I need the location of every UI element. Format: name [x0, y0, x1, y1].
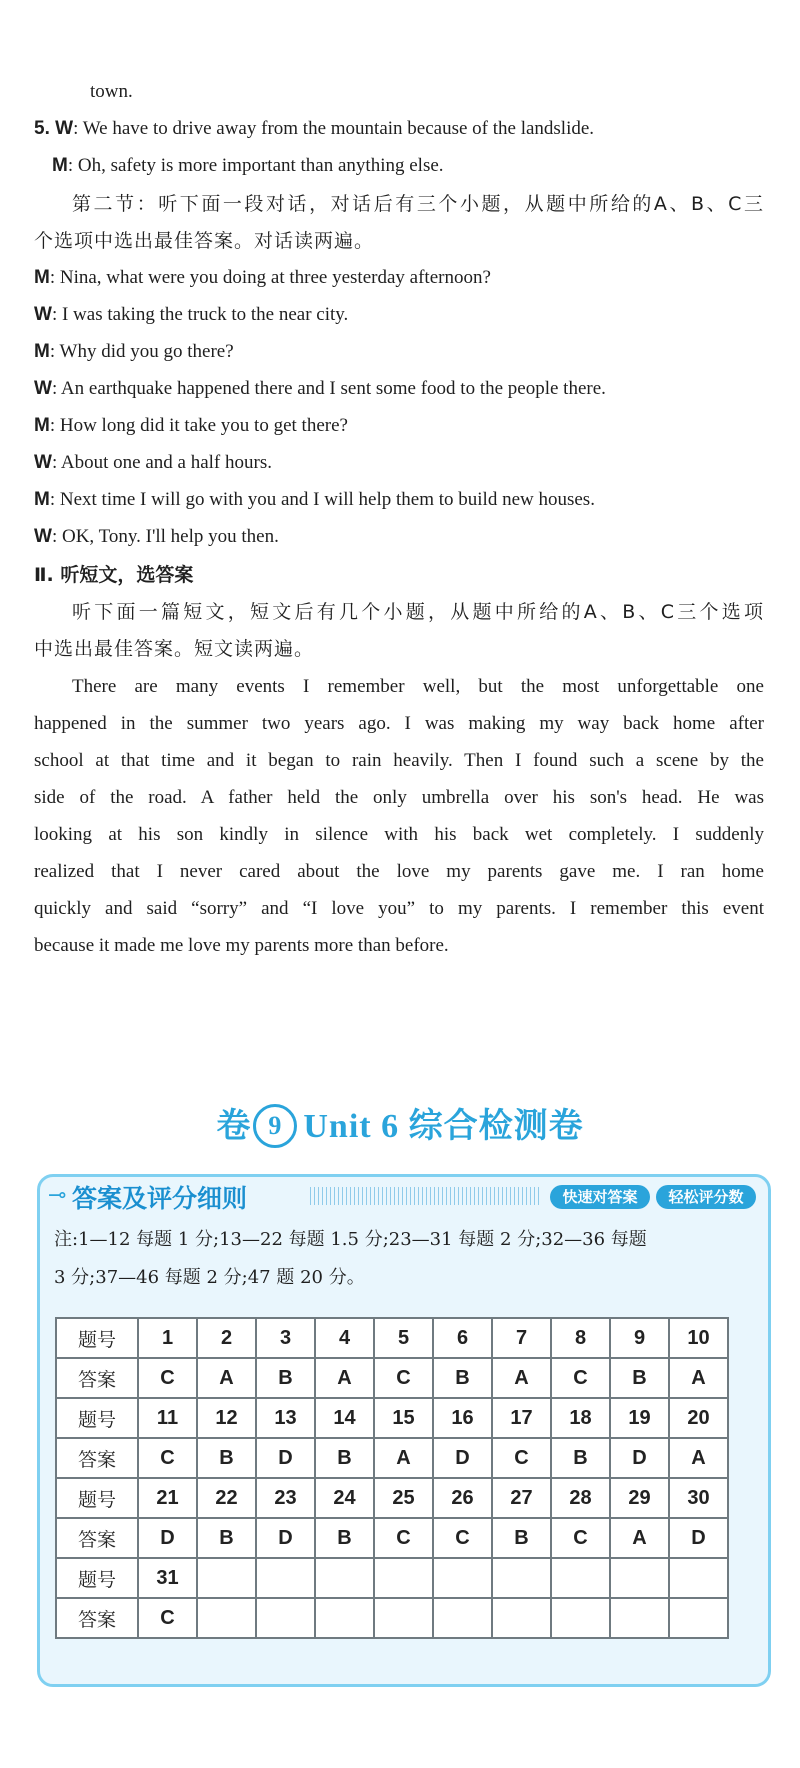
question-number-cell: 18	[551, 1398, 610, 1438]
question-number-cell	[669, 1558, 728, 1598]
question-number-cell	[256, 1558, 315, 1598]
section2-intro-line2: 个选项中选出最佳答案。对话读两遍。	[34, 230, 375, 252]
dialog-line-continuation: town.	[90, 81, 133, 102]
answer-cell: B	[256, 1358, 315, 1398]
question-number-cell: 13	[256, 1398, 315, 1438]
answer-cell	[315, 1598, 374, 1638]
passage-line: because it made me love my parents more than before.	[34, 935, 449, 956]
answer-cell: C	[374, 1358, 433, 1398]
answer-cell	[610, 1598, 669, 1638]
row-label-answer: 答案	[56, 1438, 138, 1478]
passage-line: happened in the summer two years ago. I was making my way back home after	[34, 713, 764, 734]
answer-cell: C	[138, 1438, 197, 1478]
dialog-line-5m: M: Oh, safety is more important than anything else.	[52, 155, 444, 176]
answer-cell: D	[669, 1518, 728, 1558]
dialog-line: M: Nina, what were you doing at three yesterday afternoon?	[34, 267, 491, 288]
section2-intro-line1: 第二节：听下面一段对话，对话后有三个小题，从题中所给的A、B、C三	[72, 193, 764, 215]
answer-table	[55, 1317, 729, 1639]
question-number-cell	[610, 1558, 669, 1598]
title-prefix: 卷	[216, 1108, 252, 1145]
answer-cell: D	[138, 1518, 197, 1558]
dialog-line: M: Why did you go there?	[34, 341, 234, 362]
row-label-question: 题号	[56, 1558, 138, 1598]
answer-cell: D	[256, 1518, 315, 1558]
answer-cell: D	[256, 1438, 315, 1478]
passage-line: school at that time and it began to rain heavily. Then I found such a scene by the	[34, 750, 764, 771]
question-number-cell: 23	[256, 1478, 315, 1518]
part2-intro-line2: 中选出最佳答案。短文读两遍。	[34, 638, 315, 660]
easy-score-badge: 轻松评分数	[656, 1185, 756, 1209]
dialog-line: W: I was taking the truck to the near city.	[34, 304, 349, 325]
question-row	[56, 1318, 728, 1358]
answer-row	[56, 1358, 728, 1398]
question-number-cell: 15	[374, 1398, 433, 1438]
row-label-question: 题号	[56, 1318, 138, 1358]
answer-cell	[551, 1598, 610, 1638]
question-row	[56, 1558, 728, 1598]
question-number-cell: 2	[197, 1318, 256, 1358]
question-number-cell: 9	[610, 1318, 669, 1358]
answer-cell: A	[315, 1358, 374, 1398]
question-number-cell: 24	[315, 1478, 374, 1518]
answer-cell: C	[551, 1358, 610, 1398]
question-number-cell: 25	[374, 1478, 433, 1518]
question-number-cell: 16	[433, 1398, 492, 1438]
question-number-cell: 12	[197, 1398, 256, 1438]
answer-row	[56, 1438, 728, 1478]
answer-cell: D	[433, 1438, 492, 1478]
answer-box-header	[40, 1177, 768, 1213]
answer-cell: A	[669, 1358, 728, 1398]
dialog-line: W: OK, Tony. I'll help you then.	[34, 526, 279, 547]
speaker-label: 5. W	[34, 118, 74, 139]
question-number-cell	[197, 1558, 256, 1598]
answer-cell: C	[433, 1518, 492, 1558]
dialog-line: M: Next time I will go with you and I will help them to build new houses.	[34, 489, 595, 510]
answer-cell: C	[138, 1598, 197, 1638]
answer-cell: A	[669, 1438, 728, 1478]
answer-cell: B	[492, 1518, 551, 1558]
row-label-answer: 答案	[56, 1598, 138, 1638]
answer-cell	[197, 1598, 256, 1638]
question-number-cell	[551, 1558, 610, 1598]
answer-cell: C	[138, 1358, 197, 1398]
answer-cell: A	[197, 1358, 256, 1398]
answer-row	[56, 1518, 728, 1558]
question-number-cell: 14	[315, 1398, 374, 1438]
answer-box	[37, 1174, 771, 1687]
answer-cell: A	[374, 1438, 433, 1478]
answer-cell: B	[197, 1518, 256, 1558]
decorative-stripes	[310, 1187, 542, 1205]
answer-cell: B	[551, 1438, 610, 1478]
scoring-note	[54, 1221, 754, 1297]
question-number-cell: 26	[433, 1478, 492, 1518]
row-label-question: 题号	[56, 1478, 138, 1518]
scoring-note-line2: 3 分;37—46 每题 2 分;47 题 20 分。	[54, 1267, 365, 1288]
question-number-cell	[492, 1558, 551, 1598]
question-number-cell: 5	[374, 1318, 433, 1358]
row-label-answer: 答案	[56, 1518, 138, 1558]
answer-box-title: 答案及评分细则	[72, 1184, 248, 1213]
answer-cell: C	[374, 1518, 433, 1558]
answer-cell: C	[551, 1518, 610, 1558]
question-number-cell: 11	[138, 1398, 197, 1438]
passage-line: realized that I never cared about the love my parents gave me. I ran home	[34, 861, 764, 882]
question-row	[56, 1398, 728, 1438]
dialog-line: M: How long did it take you to get there?	[34, 415, 348, 436]
part2-heading: Ⅱ. 听短文，选答案	[34, 564, 194, 586]
title-suffix: Unit 6 综合检测卷	[303, 1108, 584, 1145]
passage-line: looking at his son kindly in silence with his back wet completely. I suddenly	[34, 824, 764, 845]
answer-cell	[256, 1598, 315, 1638]
answer-cell: A	[610, 1518, 669, 1558]
quick-answer-badge: 快速对答案	[550, 1185, 650, 1209]
question-number-cell: 8	[551, 1318, 610, 1358]
question-number-cell: 21	[138, 1478, 197, 1518]
passage-line: quickly and said “sorry” and “I love you” to my parents. I remember this event	[34, 898, 764, 919]
answer-cell	[433, 1598, 492, 1638]
answer-cell: B	[315, 1438, 374, 1478]
scoring-note-line1: 注:1—12 每题 1 分;13—22 每题 1.5 分;23—31 每题 2 分;32—36 每题	[54, 1229, 647, 1250]
question-number-cell: 28	[551, 1478, 610, 1518]
question-number-cell: 22	[197, 1478, 256, 1518]
question-number-cell: 1	[138, 1318, 197, 1358]
passage-line: side of the road. A father held the only umbrella over his son's head. He was	[34, 787, 764, 808]
speaker-label: M	[52, 155, 68, 176]
question-number-cell	[315, 1558, 374, 1598]
question-number-cell: 10	[669, 1318, 728, 1358]
answer-cell: C	[492, 1438, 551, 1478]
answer-cell	[669, 1598, 728, 1638]
unit-title	[0, 1098, 800, 1154]
answer-cell: B	[315, 1518, 374, 1558]
question-number-cell: 17	[492, 1398, 551, 1438]
answer-cell: D	[610, 1438, 669, 1478]
key-icon: ⊸	[48, 1183, 67, 1208]
question-number-cell: 3	[256, 1318, 315, 1358]
answer-cell: A	[492, 1358, 551, 1398]
answer-cell: B	[197, 1438, 256, 1478]
row-label-question: 题号	[56, 1398, 138, 1438]
circled-number: 9	[253, 1104, 297, 1148]
question-number-cell: 31	[138, 1558, 197, 1598]
question-number-cell: 19	[610, 1398, 669, 1438]
question-number-cell: 29	[610, 1478, 669, 1518]
question-number-cell: 27	[492, 1478, 551, 1518]
question-number-cell: 20	[669, 1398, 728, 1438]
row-label-answer: 答案	[56, 1358, 138, 1398]
question-number-cell: 7	[492, 1318, 551, 1358]
dialog-line: W: An earthquake happened there and I sent some food to the people there.	[34, 378, 606, 399]
question-number-cell: 30	[669, 1478, 728, 1518]
question-number-cell: 4	[315, 1318, 374, 1358]
part2-intro-line1: 听下面一篇短文，短文后有几个小题，从题中所给的A、B、C三个选项	[72, 601, 764, 623]
dialog-line-5w: 5. W: We have to drive away from the mountain because of the landslide.	[34, 118, 595, 139]
answer-cell: B	[433, 1358, 492, 1398]
answer-row	[56, 1598, 728, 1638]
question-number-cell: 6	[433, 1318, 492, 1358]
answer-cell	[374, 1598, 433, 1638]
question-number-cell	[433, 1558, 492, 1598]
answer-cell: B	[610, 1358, 669, 1398]
question-number-cell	[374, 1558, 433, 1598]
passage-line: There are many events I remember well, but the most unforgettable one	[72, 676, 764, 697]
question-row	[56, 1478, 728, 1518]
answer-cell	[492, 1598, 551, 1638]
dialog-line: W: About one and a half hours.	[34, 452, 272, 473]
